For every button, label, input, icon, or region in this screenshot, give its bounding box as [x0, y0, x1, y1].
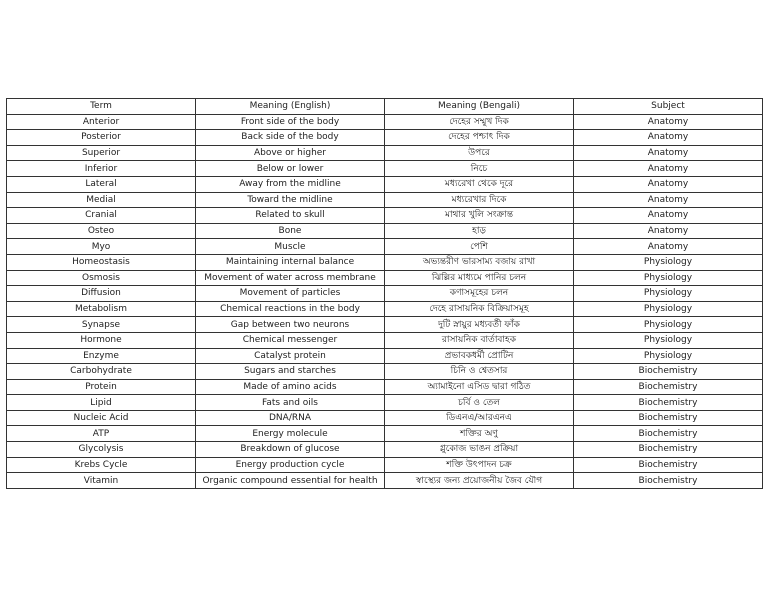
table-row [7, 254, 763, 270]
subject-cell: Anatomy [574, 223, 763, 239]
meaning-bengali-cell: চর্বি ও তেল [385, 395, 574, 411]
meaning-english-cell: Away from the midline [196, 176, 385, 192]
term-cell: Enzyme [7, 348, 196, 364]
table-body [7, 114, 763, 488]
meaning-bengali-cell: দেহে রাসায়নিক বিক্রিয়াসমূহ [385, 301, 574, 317]
term-cell: Protein [7, 379, 196, 395]
subject-cell: Biochemistry [574, 473, 763, 489]
meaning-english-cell: Below or lower [196, 161, 385, 177]
term-cell: Medial [7, 192, 196, 208]
term-cell: Inferior [7, 161, 196, 177]
subject-cell: Physiology [574, 317, 763, 333]
term-cell: Osteo [7, 223, 196, 239]
header-row [7, 99, 763, 115]
table-row [7, 410, 763, 426]
term-cell: Lateral [7, 176, 196, 192]
subject-cell: Biochemistry [574, 395, 763, 411]
table-row [7, 208, 763, 224]
term-cell: Krebs Cycle [7, 457, 196, 473]
term-cell: Hormone [7, 332, 196, 348]
subject-cell: Anatomy [574, 161, 763, 177]
term-cell: Diffusion [7, 286, 196, 302]
table-row [7, 473, 763, 489]
subject-cell: Physiology [574, 301, 763, 317]
term-cell: Cranial [7, 208, 196, 224]
subject-cell: Biochemistry [574, 379, 763, 395]
meaning-english-cell: Made of amino acids [196, 379, 385, 395]
meaning-bengali-cell: হাড় [385, 223, 574, 239]
meaning-english-cell: Above or higher [196, 145, 385, 161]
table-row [7, 364, 763, 380]
table-row [7, 130, 763, 146]
subject-cell: Biochemistry [574, 410, 763, 426]
meaning-bengali-cell: চিনি ও শ্বেতসার [385, 364, 574, 380]
glossary-table [6, 98, 763, 489]
table-row [7, 161, 763, 177]
meaning-bengali-cell: মাথার খুলি সংক্রান্ত [385, 208, 574, 224]
meaning-english-cell: Toward the midline [196, 192, 385, 208]
spreadsheet-page [6, 98, 762, 489]
meaning-bengali-cell: ডিএনএ/আরএনএ [385, 410, 574, 426]
term-cell: Lipid [7, 395, 196, 411]
subject-cell: Biochemistry [574, 426, 763, 442]
table-row [7, 286, 763, 302]
meaning-bengali-cell: দেহের সম্মুখ দিক [385, 114, 574, 130]
subject-cell: Anatomy [574, 192, 763, 208]
subject-cell: Anatomy [574, 208, 763, 224]
header-term: Term [7, 99, 196, 115]
table-row [7, 114, 763, 130]
header-meaning-bengali: Meaning (Bengali) [385, 99, 574, 115]
table-row [7, 332, 763, 348]
table-row [7, 395, 763, 411]
term-cell: Carbohydrate [7, 364, 196, 380]
meaning-bengali-cell: রাসায়নিক বার্তাবাহক [385, 332, 574, 348]
table-row [7, 301, 763, 317]
table-row [7, 176, 763, 192]
meaning-bengali-cell: প্রভাবকধর্মী প্রোটিন [385, 348, 574, 364]
subject-cell: Biochemistry [574, 442, 763, 458]
meaning-english-cell: Breakdown of glucose [196, 442, 385, 458]
table-row [7, 457, 763, 473]
meaning-bengali-cell: কণাসমূহের চলন [385, 286, 574, 302]
term-cell: Superior [7, 145, 196, 161]
meaning-english-cell: Front side of the body [196, 114, 385, 130]
meaning-english-cell: Gap between two neurons [196, 317, 385, 333]
meaning-english-cell: Maintaining internal balance [196, 254, 385, 270]
table-row [7, 442, 763, 458]
subject-cell: Anatomy [574, 130, 763, 146]
subject-cell: Biochemistry [574, 457, 763, 473]
table-row [7, 223, 763, 239]
term-cell: ATP [7, 426, 196, 442]
meaning-bengali-cell: মধ্যরেখার দিকে [385, 192, 574, 208]
table-row [7, 145, 763, 161]
subject-cell: Physiology [574, 348, 763, 364]
header-meaning-english: Meaning (English) [196, 99, 385, 115]
term-cell: Synapse [7, 317, 196, 333]
term-cell: Glycolysis [7, 442, 196, 458]
meaning-english-cell: DNA/RNA [196, 410, 385, 426]
meaning-english-cell: Bone [196, 223, 385, 239]
meaning-bengali-cell: ঝিল্লির মাধ্যমে পানির চলন [385, 270, 574, 286]
meaning-bengali-cell: স্বাস্থ্যের জন্য প্রয়োজনীয় জৈব যৌগ [385, 473, 574, 489]
meaning-english-cell: Related to skull [196, 208, 385, 224]
meaning-bengali-cell: গ্লুকোজ ভাঙন প্রক্রিয়া [385, 442, 574, 458]
table-row [7, 348, 763, 364]
term-cell: Nucleic Acid [7, 410, 196, 426]
subject-cell: Physiology [574, 254, 763, 270]
table-row [7, 192, 763, 208]
table-row [7, 239, 763, 255]
meaning-bengali-cell: দুটি স্নায়ুর মধ্যবর্তী ফাঁক [385, 317, 574, 333]
meaning-english-cell: Catalyst protein [196, 348, 385, 364]
term-cell: Myo [7, 239, 196, 255]
meaning-bengali-cell: নিচে [385, 161, 574, 177]
meaning-bengali-cell: উপরে [385, 145, 574, 161]
meaning-english-cell: Energy production cycle [196, 457, 385, 473]
meaning-bengali-cell: পেশি [385, 239, 574, 255]
meaning-english-cell: Sugars and starches [196, 364, 385, 380]
subject-cell: Anatomy [574, 239, 763, 255]
meaning-bengali-cell: অভ্যন্তরীণ ভারসাম্য বজায় রাখা [385, 254, 574, 270]
meaning-english-cell: Back side of the body [196, 130, 385, 146]
term-cell: Homeostasis [7, 254, 196, 270]
meaning-english-cell: Organic compound essential for health [196, 473, 385, 489]
term-cell: Posterior [7, 130, 196, 146]
meaning-english-cell: Movement of particles [196, 286, 385, 302]
subject-cell: Physiology [574, 332, 763, 348]
meaning-bengali-cell: দেহের পশ্চাৎ দিক [385, 130, 574, 146]
subject-cell: Physiology [574, 270, 763, 286]
table-row [7, 270, 763, 286]
header-subject: Subject [574, 99, 763, 115]
meaning-english-cell: Chemical reactions in the body [196, 301, 385, 317]
subject-cell: Anatomy [574, 176, 763, 192]
meaning-bengali-cell: শক্তি উৎপাদন চক্র [385, 457, 574, 473]
term-cell: Vitamin [7, 473, 196, 489]
meaning-bengali-cell: মধ্যরেখা থেকে দূরে [385, 176, 574, 192]
table-row [7, 317, 763, 333]
meaning-english-cell: Movement of water across membrane [196, 270, 385, 286]
meaning-english-cell: Energy molecule [196, 426, 385, 442]
subject-cell: Anatomy [574, 114, 763, 130]
meaning-bengali-cell: শক্তির অণু [385, 426, 574, 442]
meaning-english-cell: Muscle [196, 239, 385, 255]
term-cell: Metabolism [7, 301, 196, 317]
term-cell: Anterior [7, 114, 196, 130]
subject-cell: Physiology [574, 286, 763, 302]
table-row [7, 426, 763, 442]
meaning-english-cell: Chemical messenger [196, 332, 385, 348]
subject-cell: Biochemistry [574, 364, 763, 380]
meaning-english-cell: Fats and oils [196, 395, 385, 411]
table-row [7, 379, 763, 395]
term-cell: Osmosis [7, 270, 196, 286]
subject-cell: Anatomy [574, 145, 763, 161]
meaning-bengali-cell: অ্যামাইনো এসিড দ্বারা গঠিত [385, 379, 574, 395]
